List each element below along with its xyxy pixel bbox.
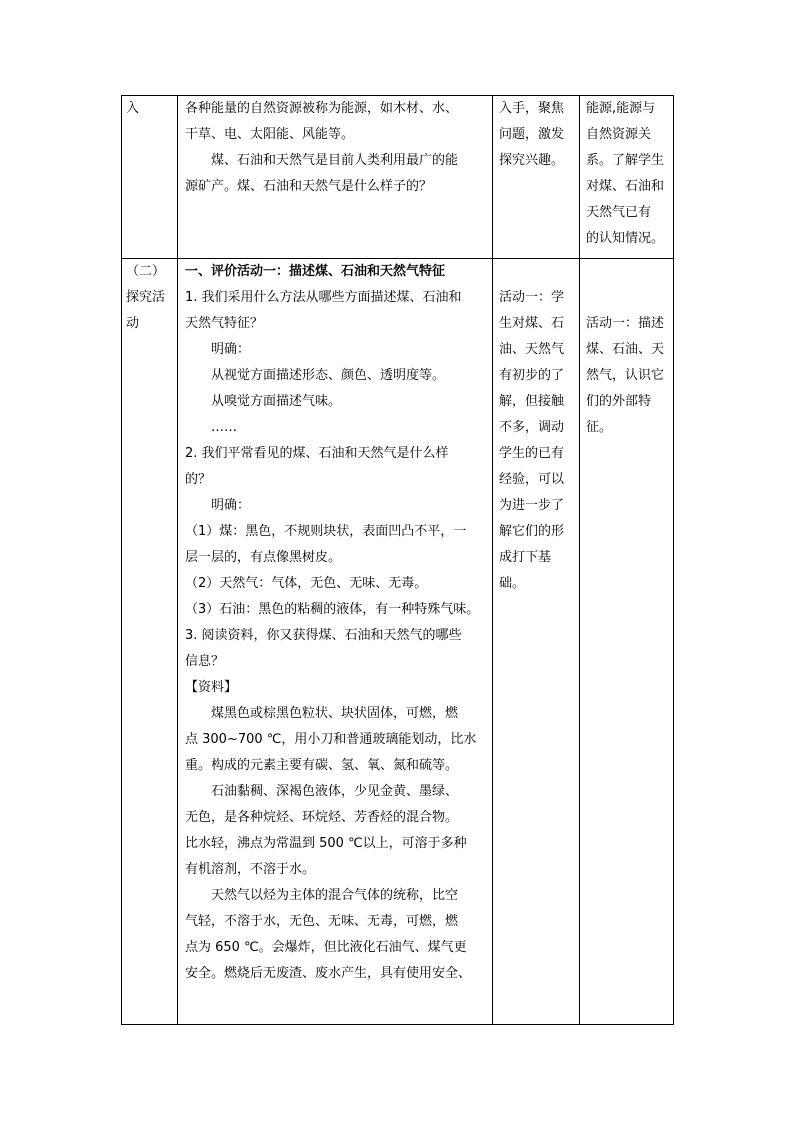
text-line: 干草、电、太阳能、风能等。	[185, 127, 355, 142]
text-line: 有初步的了	[499, 368, 565, 383]
stage-label: 入	[126, 101, 140, 116]
material-label: 【资料】	[185, 680, 238, 695]
answer-line: 从嗅觉方面描述气味。	[211, 394, 342, 409]
content-text	[178, 96, 492, 200]
material-line: 点为 650 ℃。会爆炸，但比液化石油气、煤气更	[185, 940, 467, 955]
text-line: （二）	[126, 264, 166, 279]
design-intent-text	[580, 96, 673, 252]
text-line: 然气，认识它	[586, 368, 665, 383]
content-cell	[178, 96, 493, 259]
text-line: 的认知情况。	[586, 231, 665, 246]
text-line: 生对煤、石	[499, 316, 565, 331]
text-line: 为进一步了	[499, 498, 565, 513]
answer-line: 从视觉方面描述形态、颜色、透明度等。	[211, 368, 446, 383]
material-line: 比水轻，沸点为常温到 500 ℃以上，可溶于多种	[185, 836, 467, 851]
text-line: 不多，调动	[499, 420, 565, 435]
text-line: 源矿产。煤、石油和天然气是什么样子的？	[185, 179, 433, 194]
material-line: 有机溶剂，不溶于水。	[185, 862, 316, 877]
text-line: 各种能量的自然资源被称为能源，如木材、水、	[185, 101, 459, 116]
student-activity-text	[493, 96, 579, 174]
material-line: 天然气以烃为主体的混合气体的统称，比空	[211, 888, 459, 903]
text-line: 们的外部特	[586, 394, 652, 409]
text-line: 煤、石油和天然气是目前人类利用最广的能	[211, 153, 459, 168]
answer-line: 层一层的，有点像黑树皮。	[185, 550, 342, 565]
design-intent-cell	[580, 259, 674, 1025]
lesson-plan-table	[121, 95, 674, 1025]
content-cell	[178, 259, 493, 1025]
question-line: 2. 我们平常看见的煤、石油和天然气是什么样	[185, 446, 449, 461]
text-line: 经验，可以	[499, 472, 565, 487]
material-line: 煤黑色或棕黑色粒状、块状固体，可燃，燃	[211, 706, 459, 721]
text-line: 能源,能源与	[586, 101, 656, 116]
text-line: 问题，激发	[499, 127, 565, 142]
material-line: 重。构成的元素主要有碳、氢、氧、氮和硫等。	[185, 758, 459, 773]
text-line: 天然气已有	[586, 205, 652, 220]
clarify-label: 明确：	[211, 342, 251, 357]
text-line: 系。了解学生	[586, 153, 665, 168]
material-line: 石油黏稠、深褐色液体，少见金黄、墨绿、	[211, 784, 459, 799]
material-line: 点 300~700 ℃，用小刀和普通玻璃能划动，比水	[185, 732, 477, 747]
question-line: 1. 我们采用什么方法从哪些方面描述煤、石油和	[185, 290, 462, 305]
question-line: 的？	[185, 472, 212, 487]
answer-line: ……	[211, 420, 237, 435]
text-line: 煤、石油、天	[586, 342, 665, 357]
student-activity-cell	[493, 259, 580, 1025]
table-row	[122, 96, 674, 259]
answer-line: （2）天然气：气体，无色、无味、无毒。	[185, 576, 428, 591]
text-line: 解，但接触	[499, 394, 565, 409]
student-activity-text	[493, 259, 579, 597]
text-line: 活动一：学	[499, 290, 565, 305]
question-line: 3. 阅读资料，你又获得煤、石油和天然气的哪些	[185, 628, 462, 643]
content-text	[178, 259, 492, 987]
text-line: 探究兴趣。	[499, 153, 565, 168]
answer-line: （1）煤：黑色，不规则块状，表面凹凸不平，一	[185, 524, 467, 539]
section-heading: 一、评价活动一：描述煤、石油和天然气特征	[185, 264, 446, 279]
text-line: 解它们的形	[499, 524, 565, 539]
design-intent-cell	[580, 96, 674, 259]
stage-cell	[122, 96, 178, 259]
question-line: 信息？	[185, 654, 225, 669]
text-line: 自然资源关	[586, 127, 652, 142]
material-line: 安全。燃烧后无废渣、废水产生，具有使用安全、	[185, 966, 472, 981]
table-row	[122, 259, 674, 1025]
stage-cell	[122, 259, 178, 1025]
material-line: 无色，是各种烷烃、环烷烃、芳香烃的混合物。	[185, 810, 459, 825]
question-line: 天然气特征？	[185, 316, 264, 331]
text-line: 对煤、石油和	[586, 179, 665, 194]
clarify-label: 明确：	[211, 498, 251, 513]
text-line: 探究活	[126, 290, 166, 305]
text-line: 油、天然气	[499, 342, 565, 357]
material-line: 气轻，不溶于水，无色、无味、无毒，可燃，燃	[185, 914, 459, 929]
stage-label	[122, 259, 177, 337]
design-intent-text	[580, 259, 673, 441]
text-line: 活动一：描述	[586, 316, 665, 331]
text-line: 成打下基础。	[499, 550, 552, 591]
student-activity-cell	[493, 96, 580, 259]
text-line: 动	[126, 316, 140, 331]
text-line: 学生的已有	[499, 446, 565, 461]
text-line: 入手，聚焦	[499, 101, 565, 116]
text-line: 征。	[586, 420, 613, 435]
answer-line: （3）石油：黑色的粘稠的液体，有一种特殊气味。	[185, 602, 480, 617]
